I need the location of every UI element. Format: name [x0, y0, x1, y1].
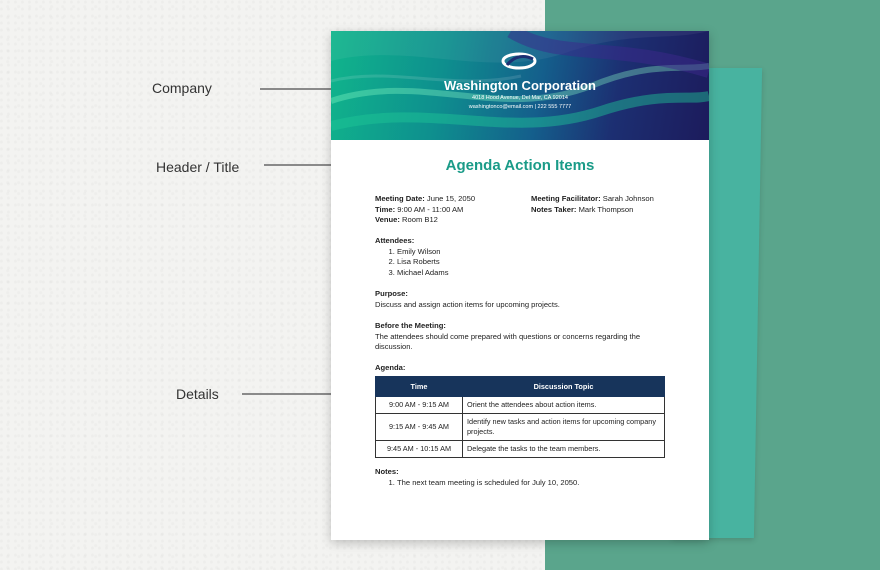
callout-header-label: Header / Title — [156, 159, 240, 175]
meeting-date-row — [375, 194, 475, 205]
time-row — [375, 205, 463, 216]
before-meeting-text-line2: discussion. — [375, 342, 413, 351]
agenda-topic-cell: Identify new tasks and action items for upcoming company projects. — [463, 414, 665, 441]
agenda-time-cell: 9:15 AM - 9:45 AM — [376, 414, 463, 441]
notes-list — [375, 478, 579, 489]
callout-company-line — [260, 88, 332, 90]
notes-taker-row — [531, 205, 633, 216]
company-address: 4018 Hood Avenue, Del Mar, CA 92014 — [472, 95, 568, 101]
attendee-item: 1. Emily Wilson — [397, 247, 449, 258]
venue-value: Room B12 — [402, 215, 438, 224]
agenda-topic-cell: Delegate the tasks to the team members. — [463, 441, 665, 458]
agenda-heading: Agenda: — [375, 363, 406, 372]
purpose-text: Discuss and assign action items for upcoming projects. — [375, 299, 560, 309]
before-meeting-heading: Before the Meeting: — [375, 321, 446, 330]
attendees-list — [375, 247, 449, 279]
company-logo-icon — [501, 51, 537, 71]
agenda-header-row — [376, 377, 665, 397]
callout-details-label: Details — [176, 386, 219, 402]
notes-taker-value: Mark Thompson — [578, 204, 634, 214]
meeting-date-value: June 15, 2050 — [426, 194, 476, 203]
meeting-date-label: Meeting Date: — [375, 194, 425, 203]
table-row — [376, 414, 665, 441]
note-item: 1. The next team meeting is scheduled for July 10, 2050. — [397, 478, 579, 489]
time-value: 9:00 AM - 11:00 AM — [397, 204, 464, 214]
attendee-item: 3. Michael Adams — [397, 268, 449, 279]
before-meeting-text-line1: The attendees should come prepared with questions or concerns regarding the — [375, 331, 641, 341]
agenda-header-topic: Discussion Topic — [463, 377, 665, 397]
facilitator-label: Meeting Facilitator: — [531, 194, 601, 203]
agenda-table — [375, 376, 665, 458]
venue-row — [375, 215, 438, 226]
header-banner — [331, 31, 709, 140]
agenda-topic-cell: Orient the attendees about action items. — [463, 397, 665, 414]
attendee-item: 2. Lisa Roberts — [397, 257, 449, 268]
facilitator-value: Sarah Johnson — [602, 194, 654, 203]
attendees-heading: Attendees: — [375, 236, 415, 245]
company-contact: washingtonco@email.com | 222 555 7777 — [468, 104, 572, 110]
notes-heading: Notes: — [375, 467, 399, 476]
facilitator-row — [531, 194, 654, 205]
agenda-time-cell: 9:00 AM - 9:15 AM — [376, 397, 463, 414]
purpose-heading: Purpose: — [375, 289, 408, 298]
time-label: Time: — [375, 204, 396, 214]
agenda-document — [331, 31, 709, 540]
agenda-time-cell: 9:45 AM - 10:15 AM — [376, 441, 463, 458]
venue-label: Venue: — [375, 215, 400, 224]
company-name: Washington Corporation — [444, 78, 596, 93]
table-row — [376, 397, 665, 414]
document-title: Agenda Action Items — [445, 157, 595, 174]
table-row — [376, 441, 665, 458]
callout-company-label: Company — [152, 80, 212, 96]
agenda-header-time: Time — [376, 377, 463, 397]
notes-taker-label: Notes Taker: — [531, 204, 577, 214]
